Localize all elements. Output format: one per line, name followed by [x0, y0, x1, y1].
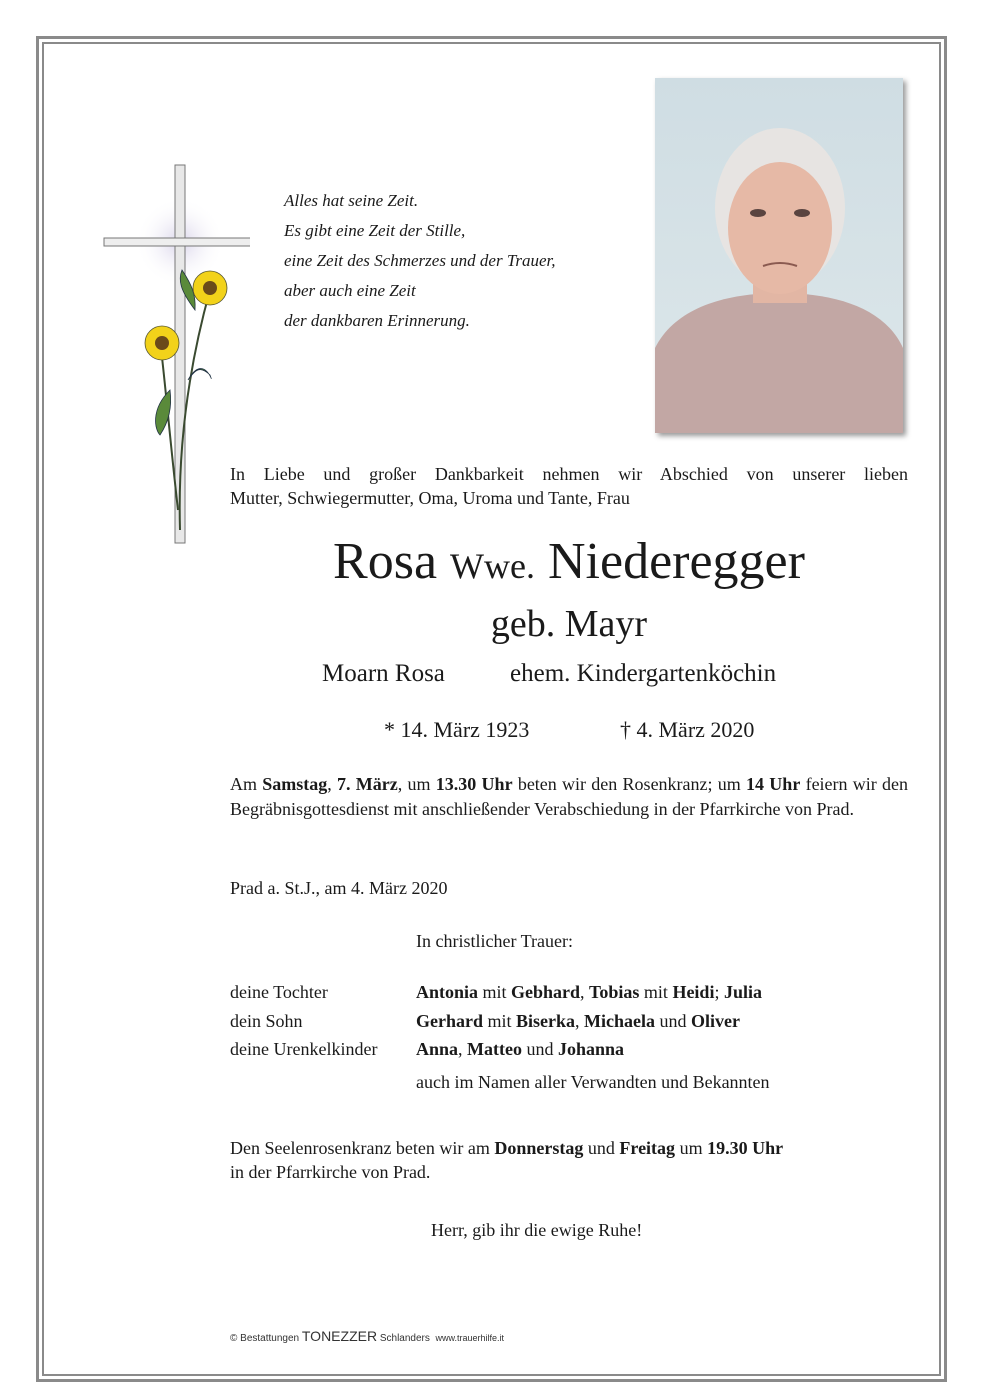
sunflower-icon — [193, 271, 227, 305]
relative-name-part: Heidi — [672, 982, 715, 1002]
relative-name-part: mit — [483, 1010, 517, 1031]
portrait-photo — [655, 78, 903, 433]
relative-name-part: , — [575, 1010, 585, 1031]
deceased-name — [230, 530, 908, 598]
relative-name-part: mit — [639, 982, 673, 1002]
rosary-info: Den Seelenrosenkranz beten wir am Donnerstag und Freitag um 19.30 Uhr in der Pfarrkirche von Prad. — [230, 1138, 784, 1182]
relative-name-part: , — [458, 1039, 468, 1059]
last-name: Niederegger — [548, 533, 805, 590]
relative-name-part: und — [522, 1039, 558, 1059]
relative-row — [230, 1035, 762, 1064]
first-name: Rosa — [333, 533, 438, 590]
mourning-heading: In christlicher Trauer: — [416, 931, 573, 951]
relative-name-part: Gebhard — [511, 982, 581, 1002]
occupation: ehem. Kindergartenköchin — [510, 660, 777, 687]
relative-row — [230, 1007, 762, 1036]
relatives-list — [230, 978, 762, 1064]
place-date: Prad a. St.J., am 4. März 2020 — [230, 878, 448, 898]
poem-line: Alles hat seine Zeit. — [284, 191, 419, 210]
poem-line: eine Zeit des Schmerzes und der Trauer, — [284, 251, 556, 270]
widow-title: Wwe. — [450, 546, 535, 586]
relation-label: deine Urenkelkinder — [230, 1039, 378, 1059]
poem — [284, 186, 556, 336]
intro-line: In Liebe und großer Dankbarkeit nehmen wir Abschied von unserer lieben — [230, 464, 908, 484]
relative-name-part: Anna — [416, 1039, 459, 1059]
cross-sunflower-illustration — [100, 160, 250, 545]
intro-line: Mutter, Schwiegermutter, Oma, Uroma und Tante, Frau — [230, 488, 630, 508]
birth-date: * 14. März 1923 — [384, 717, 530, 742]
also-text: auch im Namen aller Verwandten und Bekannten — [416, 1072, 770, 1092]
footer: © Bestattungen TONEZZER Schlanders www.trauerhilfe.it — [230, 1328, 504, 1344]
relative-name-part: Biserka — [516, 1010, 576, 1031]
nickname: Moarn Rosa — [322, 660, 445, 687]
sunflower-icon — [145, 326, 179, 360]
relative-name-part: , — [580, 982, 590, 1002]
relative-name-part: Tobias — [589, 982, 640, 1002]
relation-label: dein Sohn — [230, 1010, 303, 1031]
relative-name-part: Johanna — [558, 1039, 625, 1059]
death-date: † 4. März 2020 — [620, 717, 755, 742]
relative-name-part: ; — [714, 982, 724, 1002]
relative-name-part: Michaela — [584, 1010, 656, 1031]
service-info: Am Samstag, 7. März, um 13.30 Uhr beten wir den Rosenkranz; um 14 Uhr feiern wir den Begräbnisgottesdienst mit anschließender Verabschiedung in der Pfarrkirche von Prad. — [230, 774, 909, 819]
relative-name-part: Matteo — [467, 1039, 522, 1059]
relative-name-part: mit — [478, 982, 512, 1002]
relative-name-part: Antonia — [416, 982, 479, 1002]
relation-label: deine Tochter — [230, 982, 328, 1002]
website-link[interactable]: www.trauerhilfe.it — [435, 1333, 504, 1343]
poem-line: Es gibt eine Zeit der Stille, — [284, 221, 466, 240]
closing-prayer: Herr, gib ihr die ewige Ruhe! — [431, 1220, 643, 1240]
relative-name-part: Oliver — [691, 1010, 740, 1031]
intro-text — [230, 462, 908, 510]
relative-name-part: und — [655, 1010, 692, 1031]
relative-name-part: Julia — [723, 982, 762, 1002]
birth-name: geb. Mayr — [490, 603, 648, 645]
poem-line: aber auch eine Zeit — [284, 281, 416, 300]
relative-name-part: Gerhard — [416, 1010, 483, 1031]
relative-row — [230, 978, 762, 1007]
poem-line: der dankbaren Erinnerung. — [284, 311, 470, 330]
